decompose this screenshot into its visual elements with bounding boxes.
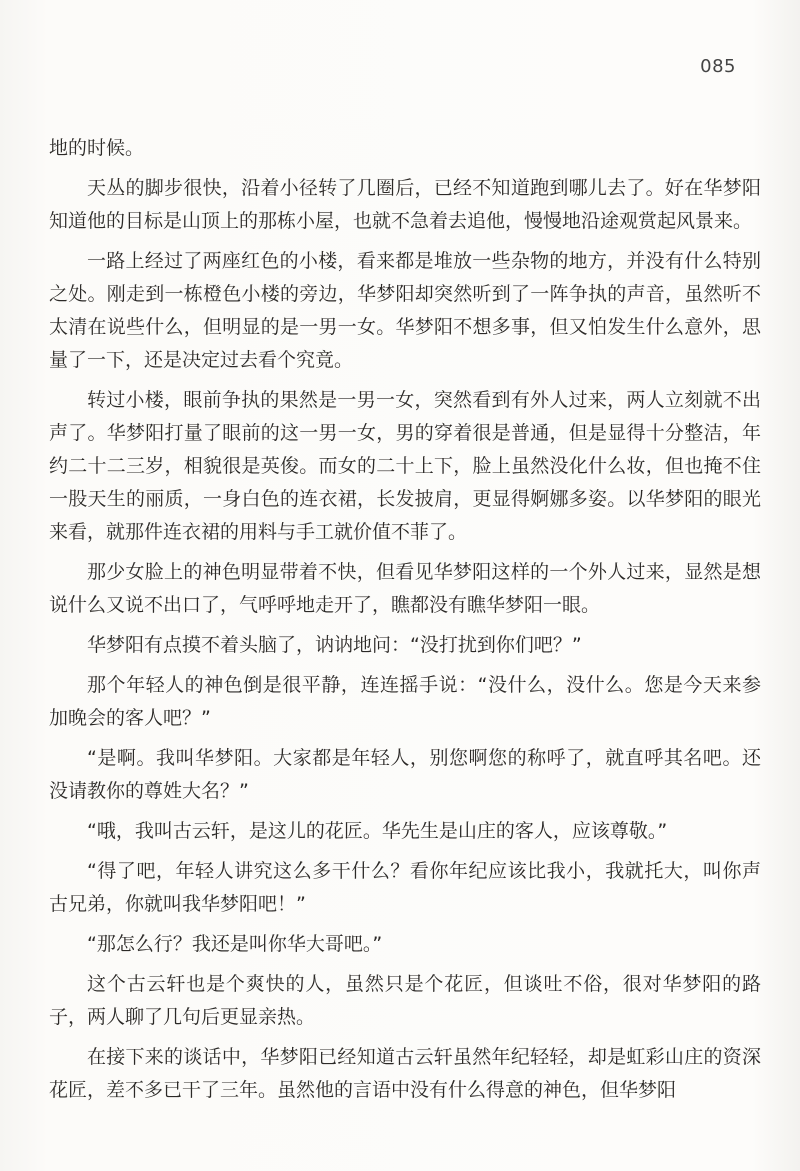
paragraph: 那个年轻人的神色倒是很平静，连连摇手说：“没什么，没什么。您是今天来参加晚会的客人吧？” (49, 674, 761, 729)
paragraph: 地的时候。 (49, 137, 145, 159)
paragraph: “哦，我叫古云轩，是这儿的花匠。华先生是山庄的客人，应该尊敬。” (87, 820, 668, 842)
paragraph: 一路上经过了两座红色的小楼，看来都是堆放一些杂物的地方，并没有什么特别之处。刚走到一栋橙色小楼的旁边，华梦阳却突然听到了一阵争执的声音，虽然听不太清在说些什么，但明显的是一男一女。华梦阳不想多事，但又怕发生什么意外，思量了一下，还是决定过去看个究竟。 (49, 250, 761, 371)
paragraph: 天丛的脚步很快，沿着小径转了几圈后，已经不知道跑到哪儿去了。好在华梦阳知道他的目标是山顶上的那栋小屋，也就不急着去追他，慢慢地沿途观赏起风景来。 (49, 177, 761, 232)
paragraph: 那少女脸上的神色明显带着不快，但看见华梦阳这样的一个外人过来，显然是想说什么又说不出口了，气呼呼地走开了，瞧都没有瞧华梦阳一眼。 (49, 561, 761, 616)
paragraph: “得了吧，年轻人讲究这么多干什么？看你年纪应该比我小，我就托大，叫你声古兄弟，你就叫我华梦阳吧！” (49, 860, 761, 915)
paragraph: 这个古云轩也是个爽快的人，虽然只是个花匠，但谈吐不俗，很对华梦阳的路子，两人聊了几句后更显亲热。 (49, 973, 761, 1028)
page-number: 085 (700, 56, 736, 77)
paragraph: “是啊。我叫华梦阳。大家都是年轻人，别您啊您的称呼了，就直呼其名吧。还没请教你的尊姓大名？” (49, 747, 761, 802)
paragraph: “那怎么行？我还是叫你华大哥吧。” (87, 933, 383, 955)
body-text (49, 132, 761, 1114)
paragraph: 转过小楼，眼前争执的果然是一男一女，突然看到有外人过来，两人立刻就不出声了。华梦阳打量了眼前的这一男一女，男的穿着很是普通，但是显得十分整洁，年约二十二三岁，相貌很是英俊。而女的二十上下，脸上虽然没化什么妆，但也掩不住一股天生的丽质，一身白色的连衣裙，长发披肩，更显得婀娜多姿。以华梦阳的眼光来看，就那件连衣裙的用料与手工就价值不菲了。 (49, 389, 761, 543)
paragraph: 在接下来的谈话中，华梦阳已经知道古云轩虽然年纪轻轻，却是虹彩山庄的资深花匠，差不多已干了三年。虽然他的言语中没有什么得意的神色，但华梦阳 (49, 1046, 761, 1101)
paragraph: 华梦阳有点摸不着头脑了，讷讷地问：“没打扰到你们吧？” (87, 634, 582, 656)
